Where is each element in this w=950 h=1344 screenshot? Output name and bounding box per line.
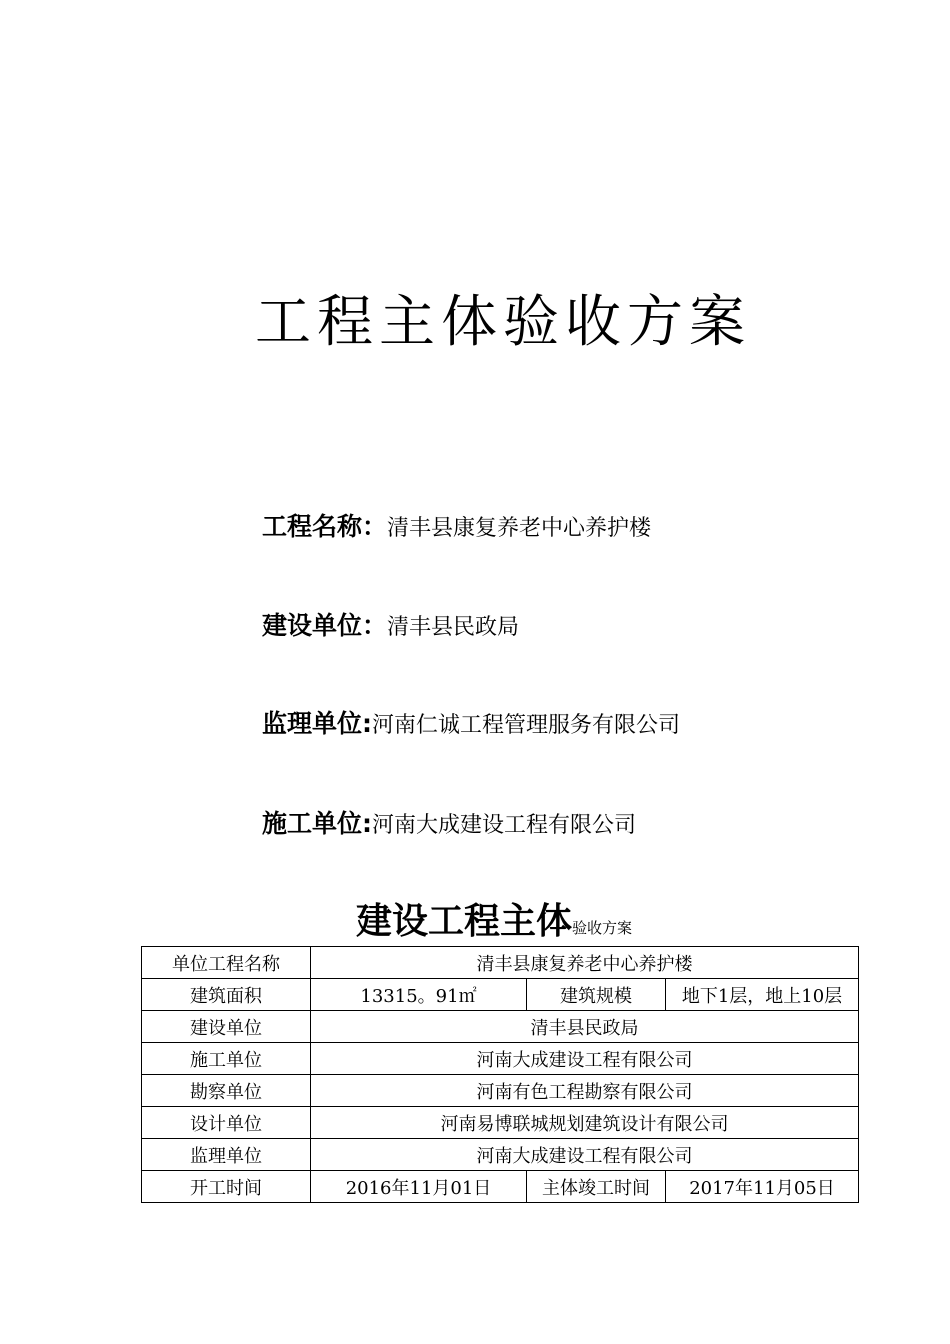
cell-value: 13315。91㎡ <box>311 979 527 1011</box>
info-label: 监理单位: <box>262 709 372 738</box>
table-row <box>142 979 859 1011</box>
cell-value: 清丰县康复养老中心养护楼 <box>311 947 859 979</box>
info-supervisor <box>262 704 680 740</box>
table-row <box>142 1171 859 1203</box>
table-row <box>142 1139 859 1171</box>
cell-label: 设计单位 <box>142 1107 311 1139</box>
table-title-suffix: 验收方案 <box>572 919 633 937</box>
info-project-name <box>262 507 651 543</box>
table-row <box>142 1075 859 1107</box>
info-contractor <box>262 804 636 840</box>
cell-label: 单位工程名称 <box>142 947 311 979</box>
document-title: 工程主体验收方案 <box>255 290 751 355</box>
project-summary-table <box>141 946 859 1203</box>
cell-value: 河南易博联城规划建筑设计有限公司 <box>311 1107 859 1139</box>
cell-label: 监理单位 <box>142 1139 311 1171</box>
table-row <box>142 1043 859 1075</box>
cell-label: 建筑规模 <box>527 979 666 1011</box>
cell-label: 勘察单位 <box>142 1075 311 1107</box>
cell-value: 2016年11月01日 <box>311 1171 527 1203</box>
cell-label: 主体竣工时间 <box>527 1171 666 1203</box>
cell-value: 2017年11月05日 <box>666 1171 859 1203</box>
cell-label: 施工单位 <box>142 1043 311 1075</box>
info-label: 建设单位： <box>262 611 388 640</box>
cell-value: 清丰县民政局 <box>311 1011 859 1043</box>
info-builder <box>262 606 519 642</box>
info-value: 清丰县民政局 <box>387 615 520 640</box>
info-label: 工程名称： <box>262 512 388 541</box>
table-row <box>142 1011 859 1043</box>
cell-value: 河南大成建设工程有限公司 <box>311 1043 859 1075</box>
table-row <box>142 947 859 979</box>
info-label: 施工单位: <box>262 809 372 838</box>
info-value: 河南仁诚工程管理服务有限公司 <box>372 713 681 738</box>
table-title-main: 建设工程主体 <box>356 901 573 942</box>
cell-value: 地下1层，地上10层 <box>666 979 859 1011</box>
cell-value: 河南大成建设工程有限公司 <box>311 1139 859 1171</box>
cell-label: 开工时间 <box>142 1171 311 1203</box>
cell-label: 建筑面积 <box>142 979 311 1011</box>
info-value: 河南大成建设工程有限公司 <box>372 813 637 838</box>
table-row <box>142 1107 859 1139</box>
info-value: 清丰县康复养老中心养护楼 <box>387 516 652 541</box>
cell-value: 河南有色工程勘察有限公司 <box>311 1075 859 1107</box>
cell-label: 建设单位 <box>142 1011 311 1043</box>
table-title <box>356 893 632 944</box>
